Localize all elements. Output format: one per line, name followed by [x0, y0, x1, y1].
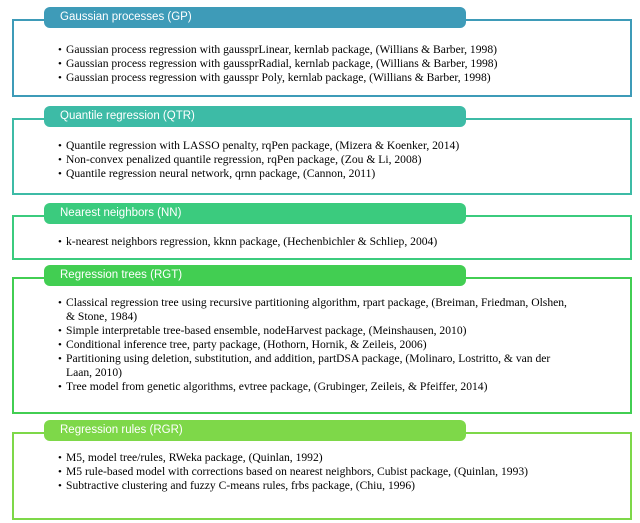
- rgt-item-list: [58, 296, 578, 394]
- rgt-header: Regression trees (RGT): [44, 265, 466, 286]
- list-item: • Quantile regression with LASSO penalty, rqPen package, (Mizera & Koenker, 2014): [58, 139, 460, 152]
- list-item: • M5 rule-based model with corrections based on nearest neighbors, Cubist package, (Quinlan, 1993): [58, 465, 529, 478]
- list-item: • Simple interpretable tree-based ensemble, nodeHarvest package, (Meinshausen, 2010): [58, 324, 467, 337]
- bullet-icon: •: [58, 140, 62, 152]
- list-item: • k-nearest neighbors regression, kknn package, (Hechenbichler & Schliep, 2004): [58, 235, 438, 248]
- list-item: • Subtractive clustering and fuzzy C-means rules, frbs package, (Chiu, 1996): [58, 479, 415, 492]
- qtr-item-list: [58, 139, 578, 181]
- bullet-icon: •: [58, 297, 62, 309]
- bullet-icon: •: [58, 452, 62, 464]
- gp-header: Gaussian processes (GP): [44, 7, 466, 28]
- list-item: • Non-convex penalized quantile regression, rqPen package, (Zou & Li, 2008): [58, 153, 422, 166]
- nn-header: Nearest neighbors (NN): [44, 203, 466, 224]
- bullet-icon: •: [58, 168, 62, 180]
- list-item: • Tree model from genetic algorithms, evtree package, (Grubinger, Zeileis, & Pfeiffer, 2014): [58, 380, 488, 393]
- list-item: • M5, model tree/rules, RWeka package, (Quinlan, 1992): [58, 451, 323, 464]
- list-item: • Conditional inference tree, party package, (Hothorn, Hornik, & Zeileis, 2006): [58, 338, 427, 351]
- bullet-icon: •: [58, 466, 62, 478]
- bullet-icon: •: [58, 72, 62, 84]
- list-item: • Quantile regression neural network, qrnn package, (Cannon, 2011): [58, 167, 376, 180]
- list-item: • Gaussian process regression with gausspr Poly, kernlab package, (Willians & Barber, 1998): [58, 71, 491, 84]
- bullet-icon: •: [58, 381, 62, 393]
- rgr-header: Regression rules (RGR): [44, 420, 466, 441]
- gp-item-list: [58, 43, 578, 85]
- bullet-icon: •: [58, 44, 62, 56]
- rgr-item-list: [58, 451, 578, 493]
- list-item: • Classical regression tree using recursive partitioning algorithm, rpart package, (Breiman, Friedman, Olshen, & Stone, 1984): [58, 296, 567, 323]
- bullet-icon: •: [58, 339, 62, 351]
- list-item: • Gaussian process regression with gaussprRadial, kernlab package, (Willians & Barber, 1998): [58, 57, 498, 70]
- bullet-icon: •: [58, 353, 62, 365]
- bullet-icon: •: [58, 325, 62, 337]
- list-item: • Gaussian process regression with gaussprLinear, kernlab package, (Willians & Barber, 1998): [58, 43, 497, 56]
- nn-item-list: [58, 235, 578, 249]
- bullet-icon: •: [58, 58, 62, 70]
- bullet-icon: •: [58, 236, 62, 248]
- bullet-icon: •: [58, 154, 62, 166]
- qtr-header: Quantile regression (QTR): [44, 106, 466, 127]
- bullet-icon: •: [58, 480, 62, 492]
- list-item: • Partitioning using deletion, substitution, and addition, partDSA package, (Molinaro, Lostritto, & van der Laan, 2010): [58, 352, 551, 379]
